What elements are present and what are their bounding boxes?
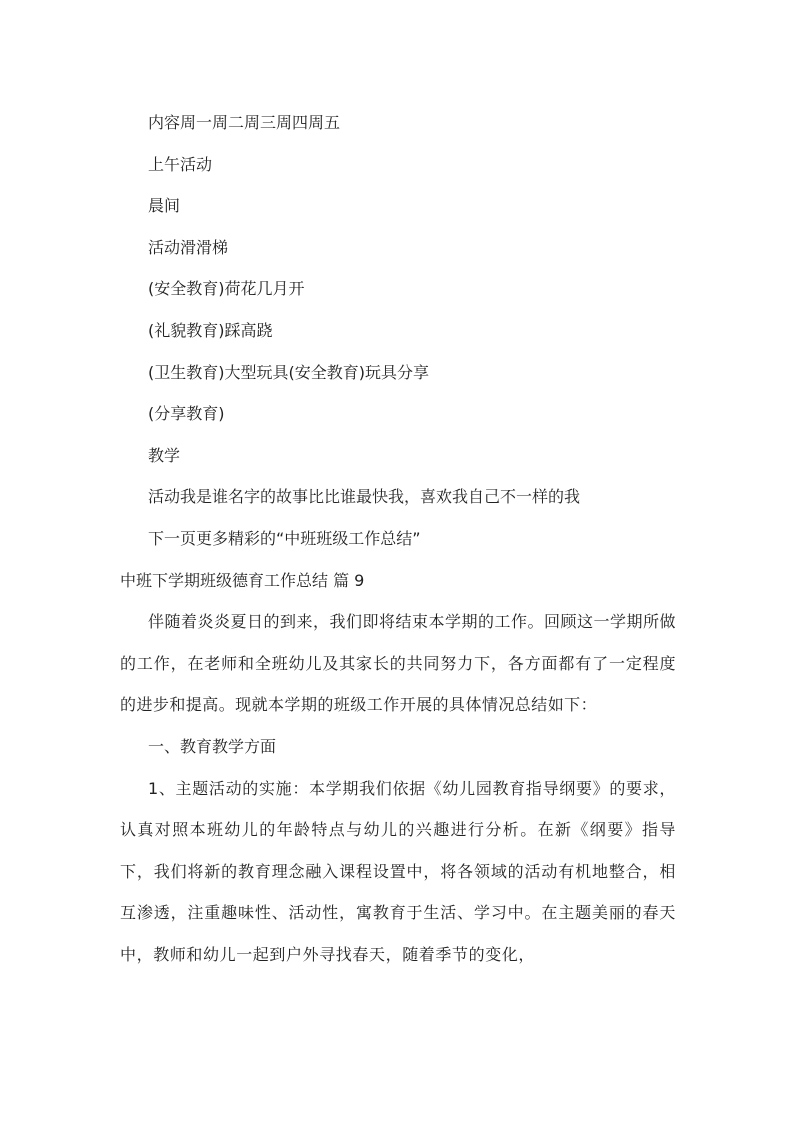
text-line: (分享教育) <box>148 404 225 424</box>
text-line: 活动滑滑梯 <box>148 237 229 257</box>
text-line: 内容周一周二周三周四周五 <box>148 113 341 132</box>
paragraph-intro: 伴随着炎炎夏日的到来，我们即将结束本学期的工作。回顾这一学期所做的工作，在老师和全班幼儿及其家长的共同努力下，各方面都有了一定程度的进步和提高。现就本学期的班级工作开展的具体情况总结如下： <box>120 612 676 715</box>
text-line: 活动我是谁名字的故事比比谁最快我，喜欢我自己不一样的我 <box>148 487 581 507</box>
text-line: 教学 <box>148 445 181 465</box>
text-line: (卫生教育)大型玩具(安全教育)玩具分享 <box>148 362 429 382</box>
document-body <box>120 102 676 975</box>
text-line: 上午活动 <box>148 154 213 174</box>
text-line: 晨间 <box>148 196 181 216</box>
next-page-link-text: 下一页更多精彩的“中班班级工作总结” <box>148 528 421 548</box>
section-heading: 中班下学期班级德育工作总结 篇 9 <box>120 570 365 590</box>
subheading-education: 一、教育教学方面 <box>148 736 277 756</box>
text-line: (礼貌教育)踩高跷 <box>148 320 273 340</box>
text-line: (安全教育)荷花几月开 <box>148 279 305 299</box>
paragraph-theme-activity: 1、主题活动的实施：本学期我们依据《幼儿园教育指导纲要》的要求，认真对照本班幼儿的年龄特点与幼儿的兴趣进行分析。在新《纲要》指导下，我们将新的教育理念融入课程设置中，将各领域的活动有机地整合，相互渗透，注重趣味性、活动性，寓教育于生活、学习中。在主题美丽的春天中，教师和幼儿一起到户外寻找春天，随着季节的变化， <box>120 778 676 964</box>
